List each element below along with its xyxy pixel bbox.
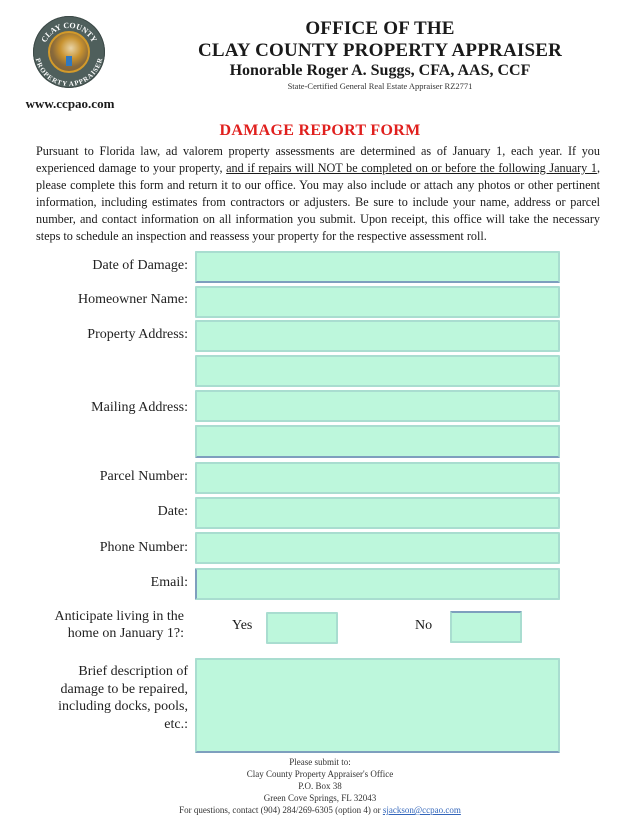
date-of-damage-input[interactable]: [195, 251, 560, 283]
appraiser-name: Honorable Roger A. Suggs, CFA, AAS, CCF: [229, 62, 531, 79]
homeowner-name-label: Homeowner Name:: [77, 292, 188, 307]
footer-po-box: P.O. Box 38: [298, 781, 342, 791]
svg-text:CLAY COUNTY: CLAY COUNTY: [39, 20, 99, 44]
description-label-line4: etc.:: [164, 716, 188, 732]
email-label: Email:: [150, 575, 188, 590]
date-label: Date:: [157, 504, 188, 519]
parcel-number-label: Parcel Number:: [99, 469, 188, 484]
description-label-line1: Brief description of: [78, 664, 188, 679]
intro-paragraph: [36, 143, 600, 245]
no-label: No: [415, 618, 433, 633]
anticipate-living-label-line1: Anticipate living in the: [54, 609, 184, 624]
intro-underlined-text: and if repairs will NOT be completed on or before the following January 1: [226, 161, 597, 175]
intro-text-2: , please complete this form and return it to our office. You may also include or attach any photos or other pertinent information, including estimates from contractors or adjusters. Be sure to include your name, address or parcel number, and contact information on all information you submit. Upon receipt, this office will take the necessary steps to schedule an inspection and reassess your property for the respective assessment roll.: [36, 161, 600, 243]
intro-text-1: Pursuant to Florida law, ad valorem property assessments are determined as of January 1, each year. If you experienced damage to your property,: [36, 144, 600, 175]
description-label-line3: including docks, pools,: [58, 699, 188, 714]
form-title: DAMAGE REPORT FORM: [219, 122, 421, 139]
footer-submit-to: Please submit to:: [289, 757, 351, 767]
property-address-label: Property Address:: [87, 327, 188, 342]
phone-number-label: Phone Number:: [99, 540, 188, 555]
footer-contact: [110, 805, 530, 815]
office-heading-line2: CLAY COUNTY PROPERTY APPRAISER: [197, 40, 563, 61]
seal-figure-icon: [66, 56, 72, 66]
anticipate-living-label: [30, 608, 184, 642]
svg-text:PROPERTY APPRAISER: PROPERTY APPRAISER: [33, 57, 105, 88]
florida-seal-icon: [48, 31, 90, 73]
phone-number-input[interactable]: [195, 532, 560, 564]
homeowner-name-input[interactable]: [195, 286, 560, 318]
parcel-number-input[interactable]: [195, 462, 560, 494]
date-of-damage-label: Date of Damage:: [92, 258, 188, 273]
yes-label: Yes: [232, 618, 253, 633]
date-input[interactable]: [195, 497, 560, 529]
footer-contact-text: For questions, contact (904) 284/269-6305 (option 4) or: [179, 805, 383, 815]
property-address-input-1[interactable]: [195, 320, 560, 352]
damage-description-textarea[interactable]: [195, 658, 560, 753]
mailing-address-input-2[interactable]: [195, 425, 560, 458]
no-checkbox-field[interactable]: [450, 611, 522, 643]
website-url: www.ccpao.com: [25, 96, 115, 111]
anticipate-living-label-line2: home on January 1?:: [67, 626, 184, 641]
footer-office-name: Clay County Property Appraiser's Office: [246, 769, 394, 779]
office-heading-line1: OFFICE OF THE: [305, 18, 455, 39]
description-label-line2: damage to be repaired,: [60, 681, 188, 697]
footer-city: Green Cove Springs, FL 32043: [263, 793, 377, 803]
email-input[interactable]: [195, 568, 560, 600]
mailing-address-input-1[interactable]: [195, 390, 560, 422]
yes-checkbox-field[interactable]: [266, 612, 338, 644]
certification-line: State-Certified General Real Estate Appraiser RZ2771: [287, 81, 473, 91]
contact-email-link[interactable]: sjackson@ccpao.com: [382, 805, 461, 815]
mailing-address-label: Mailing Address:: [91, 400, 188, 415]
property-address-input-2[interactable]: [195, 355, 560, 387]
clay-county-property-appraiser-logo: [33, 16, 105, 88]
description-label: [30, 663, 188, 733]
